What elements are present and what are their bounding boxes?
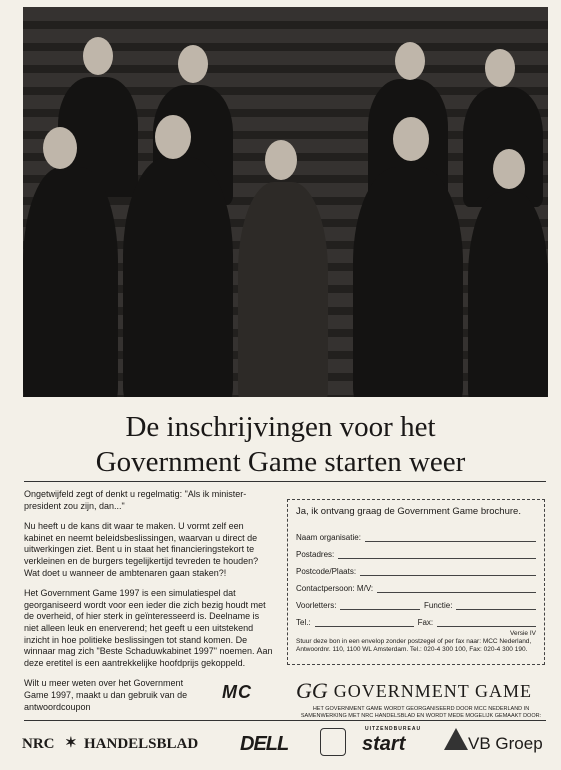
postcode-city-field[interactable]: Postcode/Plaats:	[296, 559, 536, 576]
person-figure	[123, 157, 233, 397]
person-figure	[238, 182, 328, 397]
person-head	[393, 117, 429, 161]
gg-wordmark: GOVERNMENT GAME	[333, 680, 532, 701]
person-head	[493, 149, 525, 189]
headline-line-1: De inschrijvingen voor het	[125, 411, 436, 443]
person-head	[83, 37, 113, 75]
start-agency-label: UITZENDBUREAU	[365, 726, 422, 732]
person-figure	[353, 167, 463, 397]
call-to-action-paragraph: Wilt u meer weten over het Government Game 1997, maakt u dan gebruik van de antwoordcoupon	[24, 678, 188, 712]
handelsblad-logo: HANDELSBLAD	[84, 736, 199, 752]
coupon-title: Ja, ik ontvang graag de Government Game brochure.	[296, 506, 521, 517]
person-head	[485, 49, 515, 87]
person-head	[178, 45, 208, 83]
person-head	[43, 127, 77, 169]
person-head	[265, 140, 297, 180]
vb-groep-logo: VB Groep	[468, 734, 543, 753]
challenge-paragraph: Nu heeft u de kans dit waar te maken. U vormt zelf een kabinet en neemt beleidsbeslissingen, waarvan u direct de uitwerkingen ziet. Bent u in staat het financieringstekort te verkleinen en de burgers tegelijkertijd tevreden te houden? Wat doet u wanneer de ambtenaren gaan staken?!	[24, 521, 259, 578]
person-figure	[23, 167, 118, 397]
initials-function-field[interactable]: Voorletters: Functie:	[296, 593, 536, 610]
reply-coupon[interactable]	[287, 499, 545, 665]
nrc-logo: NRC	[22, 736, 55, 752]
vb-triangle-icon	[444, 728, 468, 750]
postal-address-field[interactable]: Postadres:	[296, 542, 536, 559]
organisation-field[interactable]: Naam organisatie:	[296, 525, 536, 542]
bottom-rule	[24, 720, 546, 721]
dell-logo: DELL	[240, 733, 289, 755]
government-game-logo	[296, 676, 540, 706]
coupon-version: Versie IV	[509, 630, 536, 637]
coupon-instructions: Stuur deze bon in een envelop zonder postzegel of per fax naar: MCC Nederland, Antwoordnr. 110, 1100 WL Amsterdam. Tel.: 020-4 300 100, Fax: 020-4 300 190.	[296, 638, 532, 653]
description-paragraph: Het Government Game 1997 is een simulatiespel dat georganiseerd wordt voor een ieder die zich bezig houdt met de overheid, of hier sterk in geïnteresseerd is. Deelname is niet alleen leuk en enerverend; het geeft u een uitstekend inzicht in hoe politieke beslissingen tot stand komen. De winnaar mag zich "Beste Schaduwkabinet 1997" noemen. Aan deze eretitel is een aantrekkelijke hoofdprijs gekoppeld.	[24, 588, 273, 668]
person-figure	[463, 87, 543, 207]
top-rule	[24, 481, 546, 482]
sponsor-bar	[20, 724, 545, 760]
person-figure	[468, 192, 548, 397]
start-logo: start	[362, 733, 406, 755]
cabinet-group-photo	[23, 7, 548, 397]
person-head	[395, 42, 425, 80]
contact-person-field[interactable]: Contactpersoon: M/V:	[296, 576, 536, 593]
headline-line-2: Government Game starten weer	[95, 446, 466, 478]
certification-seal-icon	[320, 728, 346, 756]
phone-fax-field[interactable]: Tel.: Fax:	[296, 610, 536, 627]
intro-paragraph: Ongetwijfeld zegt of denkt u regelmatig: "Als ik minister-president zou zijn, dan..."	[24, 489, 247, 511]
mcc-logo: M C	[222, 682, 249, 702]
nrc-crest-icon: ✶	[65, 734, 77, 750]
organiser-note: HET GOVERNMENT GAME WORDT GEORGANISEERD DOOR MCC NEDERLAND IN SAMENWERKING MET NRC HANDELSBLAD EN WORDT MEDE MOGELIJK GEMAAKT DOOR:	[300, 706, 542, 719]
gg-monogram: GG	[296, 678, 328, 703]
person-head	[155, 115, 191, 159]
